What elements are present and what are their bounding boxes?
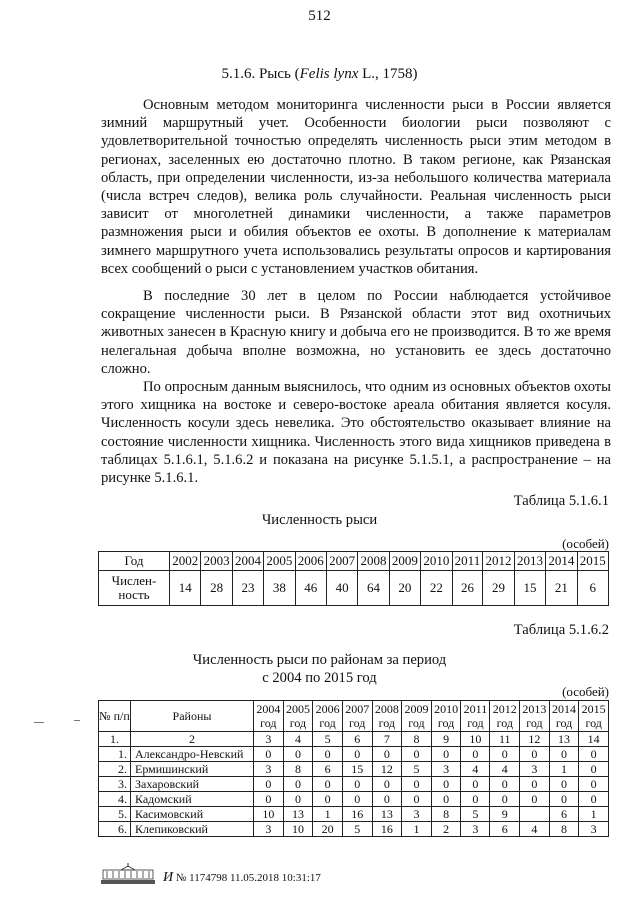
table2-cell: 0 xyxy=(372,777,402,792)
table2-cell: 0 xyxy=(402,792,432,807)
table2-cell: 0 xyxy=(431,747,461,762)
table2-row xyxy=(99,807,609,822)
table2-cell: 3 xyxy=(520,762,550,777)
table2-cell: 20 xyxy=(313,822,343,837)
scan-mark xyxy=(34,722,44,723)
table1-value: 6 xyxy=(577,571,608,606)
table1-value: 15 xyxy=(514,571,545,606)
table2-row xyxy=(99,762,609,777)
table2-cell: 0 xyxy=(490,747,520,762)
table2-cell: 0 xyxy=(313,792,343,807)
table1-year: 2009 xyxy=(389,552,420,571)
table2-row xyxy=(99,822,609,837)
table2-row xyxy=(99,747,609,762)
table2-cell: 9 xyxy=(490,807,520,822)
footer xyxy=(99,862,399,886)
table2-col-number: 5 xyxy=(313,732,343,747)
table1-year: 2003 xyxy=(201,552,232,571)
table1-year: 2015 xyxy=(577,552,608,571)
table2-row-number: 3. xyxy=(99,777,131,792)
table2-cell: 0 xyxy=(579,747,609,762)
section-name: Рысь xyxy=(258,66,291,82)
table2-title xyxy=(0,651,639,687)
table1-value: 21 xyxy=(546,571,577,606)
table2-year-header: 2004 год xyxy=(254,701,284,732)
table2-cell: 1 xyxy=(313,807,343,822)
table2-cell xyxy=(520,807,550,822)
table2-cell: 3 xyxy=(254,762,284,777)
table2-cell: 3 xyxy=(579,822,609,837)
table2-row-number: 4. xyxy=(99,792,131,807)
table2-units: (особей) xyxy=(562,684,609,699)
table2-cell: 0 xyxy=(313,777,343,792)
scan-mark xyxy=(74,720,80,721)
table2-row-number: 5. xyxy=(99,807,131,822)
page-number: 512 xyxy=(308,8,331,24)
table2-col-number: 13 xyxy=(549,732,579,747)
table1-year: 2013 xyxy=(514,552,545,571)
footer-timestamp: 11.05.2018 10:31:17 xyxy=(229,872,321,884)
table2-cell: 0 xyxy=(342,777,372,792)
table2-cell: 4 xyxy=(461,762,490,777)
table1-value-label: Числен-ность xyxy=(99,571,170,606)
table2-row xyxy=(99,777,609,792)
table2-cell: 5 xyxy=(461,807,490,822)
table2-cell: 0 xyxy=(372,747,402,762)
table2-num-header: № п/п xyxy=(99,701,131,732)
table2-col-number: 14 xyxy=(579,732,609,747)
paragraph-2: В последние 30 лет в целом по России наблюдается устойчивое сокращение численности рыси. В Рязанской области этот вид охотничьих животных занесен в Красную книгу и добыча его не производится. В то же время нелегальная добыча вполне возможна, но установить ее здесь достаточно сложно. xyxy=(101,288,611,377)
table2-cell: 0 xyxy=(461,777,490,792)
table2-cell: 0 xyxy=(549,792,579,807)
table2-cell: 0 xyxy=(579,762,609,777)
table2-cell: 16 xyxy=(372,822,402,837)
table2-cell: 13 xyxy=(372,807,402,822)
table2-year-header: 2015 год xyxy=(579,701,609,732)
table2-cell: 16 xyxy=(342,807,372,822)
section-title: 5.1.6. Рысь (Felis lynx L., 1758) xyxy=(221,66,418,82)
table2-cell: 8 xyxy=(283,762,313,777)
table2-year-header: 2009 год xyxy=(402,701,432,732)
table2-cell: 12 xyxy=(372,762,402,777)
table2-district-name: Касимовский xyxy=(131,807,254,822)
table1-value: 38 xyxy=(264,571,295,606)
table1-year: 2007 xyxy=(326,552,357,571)
table1-value: 46 xyxy=(295,571,326,606)
section-latin-name: Felis lynx xyxy=(299,66,359,82)
table2-cell: 3 xyxy=(254,822,284,837)
table2-cell: 0 xyxy=(254,777,284,792)
table2-col-number: 8 xyxy=(402,732,432,747)
paragraph-1: Основным методом мониторинга численности рыси в России является зимний маршрутный учет. Особенности биологии рыси позволяют с удовлетворительной точностью определять численность рыси этим методом в регионах, заселенных ею достаточно плотно. В таком регионе, как Рязанская область, при определении численности, из-за небольшого количества материала (числа встреч следов), велика роль случайности. Реальная численность рыси зависит от многолетней динамики численности, а также параметров размножения рыси и обилия объектов ее охоты. В дополнение к материалам зимнего маршрутного учета использовались результаты опросов и картирования всех сообщений о рыси с установлением участков обитания. xyxy=(101,97,611,277)
table2-row xyxy=(99,792,609,807)
table2-district-name: Клепиковский xyxy=(131,822,254,837)
footer-stamp: И № 1174798 11.05.2018 10:31:17 xyxy=(163,870,321,885)
table1-year: 2008 xyxy=(358,552,389,571)
table2-district-name: Александро-Невский xyxy=(131,747,254,762)
table2-cell: 0 xyxy=(402,747,432,762)
table2-cell: 6 xyxy=(490,822,520,837)
table1-year-label: Год xyxy=(99,552,170,571)
table2-cell: 1 xyxy=(549,762,579,777)
table2-cell: 0 xyxy=(402,777,432,792)
table2-cell: 3 xyxy=(431,762,461,777)
table2-cell: 5 xyxy=(342,822,372,837)
table2-cell: 3 xyxy=(461,822,490,837)
table2-column-number-row xyxy=(99,732,609,747)
table2-year-header: 2011 год xyxy=(461,701,490,732)
table2-cell: 0 xyxy=(283,792,313,807)
table1-caption: Таблица 5.1.6.1 xyxy=(513,493,609,509)
table2-row-number: 6. xyxy=(99,822,131,837)
table2-col-number: 9 xyxy=(431,732,461,747)
table2-cell: 0 xyxy=(520,777,550,792)
table2-year-header: 2006 год xyxy=(313,701,343,732)
table2-col-number: 1. xyxy=(99,732,131,747)
table2-col-number: 3 xyxy=(254,732,284,747)
table2-col-number: 6 xyxy=(342,732,372,747)
table1-year: 2010 xyxy=(421,552,452,571)
table1-value: 20 xyxy=(389,571,420,606)
table2-cell: 1 xyxy=(402,822,432,837)
table2-district-name: Ермишинский xyxy=(131,762,254,777)
table2-cell: 6 xyxy=(549,807,579,822)
table2-year-header: 2010 год xyxy=(431,701,461,732)
table1-value-row xyxy=(99,571,609,606)
table2-cell: 0 xyxy=(372,792,402,807)
table2-cell: 0 xyxy=(313,747,343,762)
table1-year: 2011 xyxy=(452,552,483,571)
table2-cell: 0 xyxy=(461,792,490,807)
table2-cell: 2 xyxy=(431,822,461,837)
table2-cell: 3 xyxy=(402,807,432,822)
table2-cell: 15 xyxy=(342,762,372,777)
table2-header-row xyxy=(99,701,609,732)
table1-value: 29 xyxy=(483,571,514,606)
table2-col-number: 2 xyxy=(131,732,254,747)
table2-year-header: 2008 год xyxy=(372,701,402,732)
table2-cell: 0 xyxy=(579,792,609,807)
table2-district-name: Кадомский xyxy=(131,792,254,807)
table2-cell: 0 xyxy=(549,777,579,792)
table2-body xyxy=(99,747,609,837)
table1-value: 22 xyxy=(421,571,452,606)
table1-value: 64 xyxy=(358,571,389,606)
table2-col-number: 7 xyxy=(372,732,402,747)
table2-cell: 0 xyxy=(431,792,461,807)
table2-caption: Таблица 5.1.6.2 xyxy=(513,622,609,638)
table1-year: 2002 xyxy=(170,552,201,571)
table2 xyxy=(98,700,609,837)
table2-cell: 0 xyxy=(283,777,313,792)
table1-year: 2004 xyxy=(232,552,263,571)
table2-cell: 8 xyxy=(549,822,579,837)
table2-title-line1: Численность рыси по районам за период xyxy=(192,652,447,668)
table2-cell: 0 xyxy=(254,747,284,762)
table1-value: 40 xyxy=(326,571,357,606)
table1-value: 14 xyxy=(170,571,201,606)
table1-year: 2014 xyxy=(546,552,577,571)
table1-year: 2006 xyxy=(295,552,326,571)
table2-year-header: 2005 год xyxy=(283,701,313,732)
table2-cell: 0 xyxy=(283,747,313,762)
table2-cell: 8 xyxy=(431,807,461,822)
table2-cell: 0 xyxy=(520,792,550,807)
table2-year-header: 2014 год xyxy=(549,701,579,732)
table2-cell: 0 xyxy=(520,747,550,762)
table2-cell: 0 xyxy=(579,777,609,792)
table2-cell: 0 xyxy=(490,777,520,792)
table2-district-header: Районы xyxy=(131,701,254,732)
table2-cell: 10 xyxy=(254,807,284,822)
table2-cell: 0 xyxy=(342,747,372,762)
table2-cell: 10 xyxy=(283,822,313,837)
table2-cell: 13 xyxy=(283,807,313,822)
table2-cell: 0 xyxy=(461,747,490,762)
table2-cell: 4 xyxy=(520,822,550,837)
table2-row-number: 1. xyxy=(99,747,131,762)
table1-value: 26 xyxy=(452,571,483,606)
table1 xyxy=(98,551,609,606)
table2-district-name: Захаровский xyxy=(131,777,254,792)
table1-value: 28 xyxy=(201,571,232,606)
table2-cell: 1 xyxy=(579,807,609,822)
footer-doc-number: № 1174798 xyxy=(175,872,228,884)
section-number: 5.1.6. xyxy=(221,66,256,82)
table1-year: 2005 xyxy=(264,552,295,571)
table2-year-header: 2013 год xyxy=(520,701,550,732)
government-building-logo-icon xyxy=(99,862,157,886)
section-author: L., 1758 xyxy=(362,66,413,82)
table2-col-number: 12 xyxy=(520,732,550,747)
table2-cell: 6 xyxy=(313,762,343,777)
table2-cell: 0 xyxy=(549,747,579,762)
table2-year-header: 2007 год xyxy=(342,701,372,732)
table2-col-number: 4 xyxy=(283,732,313,747)
paragraph-3: По опросным данным выяснилось, что одним из основных объектов охоты этого хищника на востоке и северо-востоке ареала обитания является косуля. Численность косули здесь невелика. Это обстоятельство оказывает влияние на состояние численности хищника. Численность этого вида хищников приведена в таблицах 5.1.6.1, 5.1.6.2 и показана на рисунке 5.1.5.1, а распространение – на рисунке 5.1.6.1. xyxy=(101,379,611,487)
table2-col-number: 11 xyxy=(490,732,520,747)
table1-header-row xyxy=(99,552,609,571)
table2-row-number: 2. xyxy=(99,762,131,777)
table2-cell: 5 xyxy=(402,762,432,777)
table2-year-header: 2012 год xyxy=(490,701,520,732)
table1-title: Численность рыси xyxy=(261,512,378,528)
table1-units: (особей) xyxy=(562,536,609,551)
table2-cell: 0 xyxy=(342,792,372,807)
table2-cell: 4 xyxy=(490,762,520,777)
table2-cell: 0 xyxy=(490,792,520,807)
table1-value: 23 xyxy=(232,571,263,606)
table2-title-line2: с 2004 по 2015 год xyxy=(262,670,377,686)
table2-cell: 0 xyxy=(431,777,461,792)
table2-cell: 0 xyxy=(254,792,284,807)
table1-year: 2012 xyxy=(483,552,514,571)
table2-col-number: 10 xyxy=(461,732,490,747)
